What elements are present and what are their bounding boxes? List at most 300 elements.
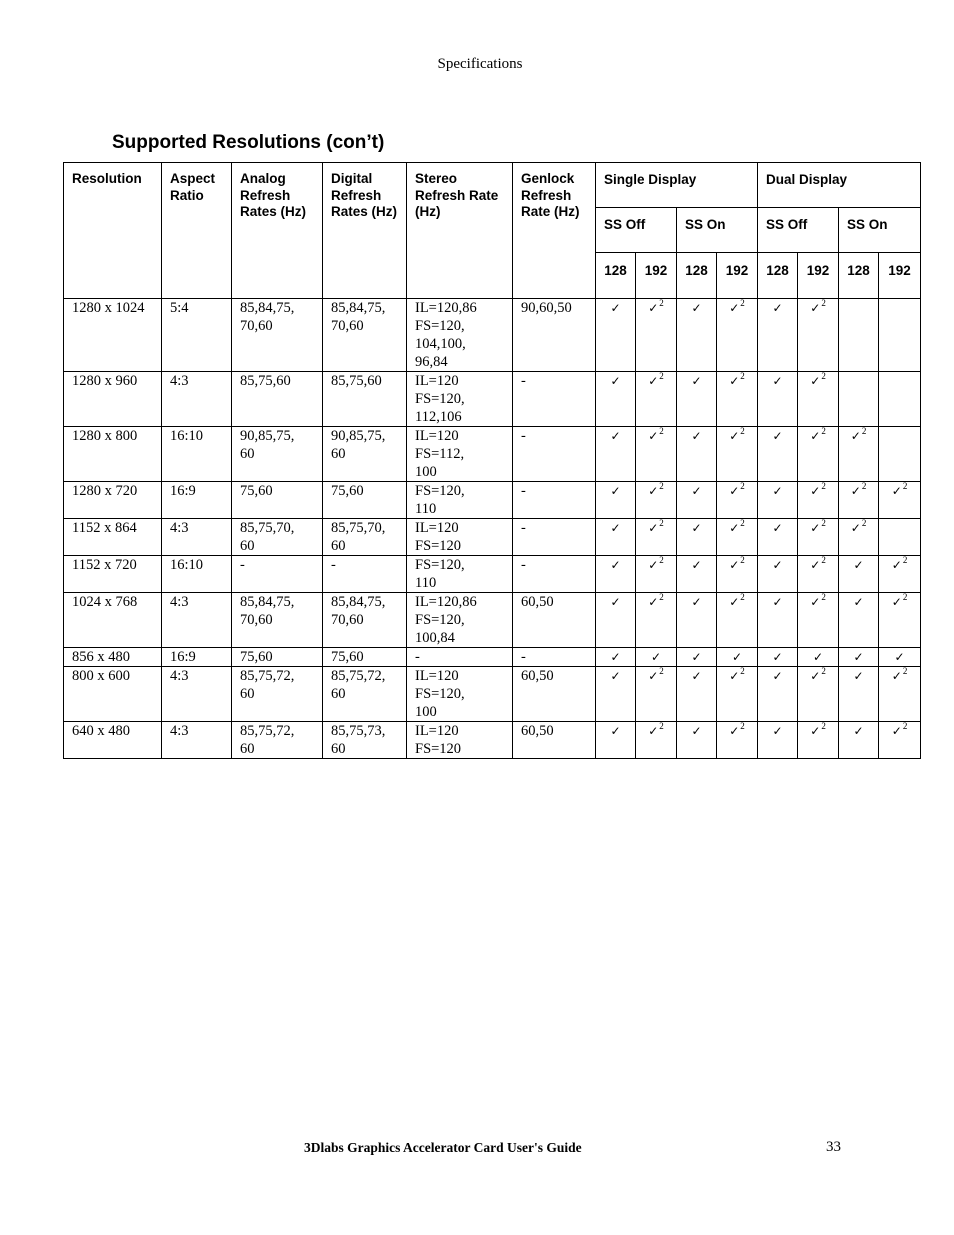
digital-refresh-cell: 85,75,60 (323, 372, 407, 427)
checkmark-footnote-icon (810, 372, 826, 390)
checkmark-glyph: ✓ (691, 429, 702, 443)
checkmark-footnote-icon (648, 722, 664, 740)
checkmark-glyph: ✓ (772, 301, 783, 315)
table-row (64, 593, 921, 648)
support-cell (596, 519, 636, 556)
depth-header: 192 (636, 253, 677, 299)
checkmark-glyph: ✓ (648, 429, 659, 443)
footnote-ref: 2 (740, 426, 745, 436)
support-cell (839, 593, 879, 648)
checkmark-glyph: ✓ (772, 724, 783, 738)
aspect-ratio-cell: 4:3 (162, 519, 232, 556)
checkmark-footnote-icon (851, 427, 867, 445)
support-cell (677, 722, 717, 759)
checkmark-glyph: ✓ (772, 595, 783, 609)
checkmark-icon (691, 482, 701, 500)
table-row (64, 722, 921, 759)
support-cell (879, 372, 921, 427)
checkmark-glyph: ✓ (729, 374, 740, 388)
resolution-cell: 1280 x 720 (64, 482, 162, 519)
aspect-ratio-cell: 16:9 (162, 482, 232, 519)
support-cell (879, 593, 921, 648)
checkmark-icon (854, 556, 864, 574)
stereo-refresh-cell: IL=120,86 FS=120, 100,84 (407, 593, 513, 648)
digital-refresh-cell: 85,75,73, 60 (323, 722, 407, 759)
footnote-ref: 2 (902, 481, 908, 491)
support-cell (758, 593, 798, 648)
checkmark-footnote-icon (810, 667, 826, 685)
footnote-ref: 2 (740, 481, 745, 491)
footnote-ref: 2 (821, 426, 826, 436)
footnote-ref: 2 (659, 721, 664, 731)
column-header-genlock-refresh: Genlock Refresh Rate (Hz) (513, 163, 596, 299)
checkmark-footnote-icon (810, 299, 826, 317)
checkmark-footnote-icon (810, 482, 826, 500)
checkmark-icon (691, 667, 701, 685)
support-cell (798, 299, 839, 372)
checkmark-footnote-icon (729, 593, 745, 611)
table-row (64, 427, 921, 482)
resolution-cell: 1280 x 800 (64, 427, 162, 482)
checkmark-glyph: ✓ (648, 595, 659, 609)
checkmark-footnote-icon (851, 482, 867, 500)
support-cell (839, 667, 879, 722)
checkmark-icon (691, 722, 701, 740)
support-cell (636, 556, 677, 593)
support-cell (636, 667, 677, 722)
checkmark-glyph: ✓ (648, 484, 659, 498)
analog-refresh-cell: 75,60 (232, 482, 323, 519)
resolution-cell: 1280 x 1024 (64, 299, 162, 372)
footnote-ref: 2 (740, 592, 745, 602)
checkmark-footnote-icon (892, 667, 908, 685)
table-row (64, 519, 921, 556)
checkmark-glyph: ✓ (772, 429, 783, 443)
genlock-refresh-cell: - (513, 648, 596, 667)
genlock-refresh-cell: - (513, 482, 596, 519)
checkmark-icon (691, 556, 701, 574)
support-cell (798, 648, 839, 667)
genlock-refresh-cell: - (513, 372, 596, 427)
support-cell (798, 519, 839, 556)
footnote-ref: 2 (821, 666, 826, 676)
checkmark-icon (610, 593, 620, 611)
subgroup-header-single-ss-on: SS On (677, 208, 758, 253)
checkmark-glyph: ✓ (729, 521, 740, 535)
checkmark-icon (773, 722, 783, 740)
checkmark-icon (773, 372, 783, 390)
support-cell (596, 667, 636, 722)
checkmark-footnote-icon (729, 482, 745, 500)
checkmark-glyph: ✓ (610, 595, 621, 609)
support-cell (798, 556, 839, 593)
checkmark-icon (691, 648, 701, 666)
checkmark-glyph: ✓ (810, 301, 821, 315)
support-cell (677, 482, 717, 519)
aspect-ratio-cell: 4:3 (162, 667, 232, 722)
aspect-ratio-cell: 16:10 (162, 427, 232, 482)
resolution-cell: 1152 x 720 (64, 556, 162, 593)
checkmark-footnote-icon (810, 593, 826, 611)
support-cell (677, 648, 717, 667)
checkmark-glyph: ✓ (648, 374, 659, 388)
column-header-aspect-ratio: Aspect Ratio (162, 163, 232, 299)
section-title: Supported Resolutions (con’t) (112, 132, 385, 153)
checkmark-glyph: ✓ (891, 595, 902, 609)
checkmark-footnote-icon (729, 299, 745, 317)
depth-header: 128 (839, 253, 879, 299)
support-cell (596, 648, 636, 667)
depth-header: 128 (596, 253, 636, 299)
footnote-ref: 2 (821, 481, 826, 491)
support-cell (839, 648, 879, 667)
resolution-cell: 856 x 480 (64, 648, 162, 667)
checkmark-footnote-icon (892, 593, 908, 611)
digital-refresh-cell: 85,75,72, 60 (323, 667, 407, 722)
checkmark-icon (691, 519, 701, 537)
support-cell (798, 427, 839, 482)
checkmark-glyph: ✓ (691, 650, 702, 664)
checkmark-glyph: ✓ (772, 374, 783, 388)
checkmark-footnote-icon (729, 427, 745, 445)
checkmark-glyph: ✓ (610, 669, 621, 683)
checkmark-glyph: ✓ (853, 650, 864, 664)
footnote-ref: 2 (821, 721, 826, 731)
checkmark-glyph: ✓ (648, 301, 659, 315)
checkmark-glyph: ✓ (610, 650, 621, 664)
footnote-ref: 2 (821, 518, 826, 528)
support-cell (839, 722, 879, 759)
support-cell (677, 556, 717, 593)
support-cell (596, 427, 636, 482)
depth-header: 192 (798, 253, 839, 299)
support-cell (717, 593, 758, 648)
support-cell (758, 667, 798, 722)
support-cell (717, 648, 758, 667)
support-cell (758, 556, 798, 593)
support-cell (677, 427, 717, 482)
checkmark-footnote-icon (648, 299, 664, 317)
checkmark-glyph: ✓ (853, 724, 864, 738)
footnote-ref: 2 (740, 721, 745, 731)
footnote-ref: 2 (740, 555, 745, 565)
table-body (64, 299, 921, 759)
depth-header: 128 (758, 253, 798, 299)
checkmark-icon (773, 519, 783, 537)
genlock-refresh-cell: 60,50 (513, 593, 596, 648)
checkmark-footnote-icon (810, 722, 826, 740)
checkmark-icon (651, 648, 661, 666)
support-cell (596, 556, 636, 593)
checkmark-footnote-icon (810, 519, 826, 537)
checkmark-glyph: ✓ (691, 724, 702, 738)
footnote-ref: 2 (902, 592, 908, 602)
footnote-ref: 2 (659, 481, 664, 491)
genlock-refresh-cell: - (513, 519, 596, 556)
checkmark-glyph: ✓ (810, 558, 821, 572)
checkmark-glyph: ✓ (810, 595, 821, 609)
support-cell (758, 427, 798, 482)
footnote-ref: 2 (861, 481, 867, 491)
support-cell (717, 482, 758, 519)
checkmark-icon (610, 482, 620, 500)
checkmark-footnote-icon (648, 427, 664, 445)
checkmark-icon (895, 648, 905, 666)
analog-refresh-cell: 90,85,75, 60 (232, 427, 323, 482)
checkmark-icon (610, 667, 620, 685)
table-header-row (64, 163, 921, 208)
checkmark-footnote-icon (851, 519, 867, 537)
checkmark-glyph: ✓ (610, 521, 621, 535)
footnote-ref: 2 (902, 721, 908, 731)
checkmark-glyph: ✓ (810, 724, 821, 738)
checkmark-glyph: ✓ (772, 650, 783, 664)
support-cell (677, 593, 717, 648)
checkmark-glyph: ✓ (729, 301, 740, 315)
support-cell (717, 299, 758, 372)
checkmark-icon (773, 667, 783, 685)
table-row (64, 372, 921, 427)
checkmark-footnote-icon (729, 372, 745, 390)
column-header-stereo-refresh: Stereo Refresh Rate (Hz) (407, 163, 513, 299)
checkmark-icon (773, 299, 783, 317)
resolution-cell: 1280 x 960 (64, 372, 162, 427)
checkmark-glyph: ✓ (813, 650, 824, 664)
support-cell (879, 722, 921, 759)
checkmark-glyph: ✓ (731, 650, 743, 664)
support-cell (758, 519, 798, 556)
support-cell (879, 427, 921, 482)
analog-refresh-cell: 85,75,72, 60 (232, 722, 323, 759)
stereo-refresh-cell: IL=120 FS=120, 112,106 (407, 372, 513, 427)
checkmark-glyph: ✓ (810, 521, 821, 535)
checkmark-icon (773, 427, 783, 445)
digital-refresh-cell: 75,60 (323, 648, 407, 667)
checkmark-icon (773, 593, 783, 611)
table-row (64, 648, 921, 667)
support-cell (839, 482, 879, 519)
support-cell (758, 372, 798, 427)
support-cell (596, 372, 636, 427)
stereo-refresh-cell: FS=120, 110 (407, 556, 513, 593)
genlock-refresh-cell: - (513, 427, 596, 482)
checkmark-icon (610, 722, 620, 740)
checkmark-glyph: ✓ (729, 484, 740, 498)
subgroup-header-dual-ss-on: SS On (839, 208, 921, 253)
checkmark-icon (610, 556, 620, 574)
stereo-refresh-cell: - (407, 648, 513, 667)
checkmark-glyph: ✓ (853, 558, 864, 572)
checkmark-glyph: ✓ (894, 650, 905, 664)
support-cell (636, 648, 677, 667)
genlock-refresh-cell: 60,50 (513, 722, 596, 759)
resolution-cell: 800 x 600 (64, 667, 162, 722)
support-cell (596, 299, 636, 372)
footnote-ref: 2 (902, 666, 908, 676)
support-cell (798, 593, 839, 648)
checkmark-footnote-icon (810, 556, 826, 574)
stereo-refresh-cell: IL=120 FS=120 (407, 519, 513, 556)
digital-refresh-cell: 75,60 (323, 482, 407, 519)
checkmark-footnote-icon (892, 556, 908, 574)
analog-refresh-cell: - (232, 556, 323, 593)
aspect-ratio-cell: 5:4 (162, 299, 232, 372)
digital-refresh-cell: - (323, 556, 407, 593)
checkmark-glyph: ✓ (648, 521, 659, 535)
checkmark-glyph: ✓ (772, 669, 783, 683)
support-cell (636, 593, 677, 648)
support-cell (879, 482, 921, 519)
checkmark-icon (732, 648, 742, 666)
checkmark-icon (610, 299, 620, 317)
aspect-ratio-cell: 4:3 (162, 593, 232, 648)
support-cell (677, 667, 717, 722)
checkmark-footnote-icon (729, 556, 745, 574)
column-header-analog-refresh: Analog Refresh Rates (Hz) (232, 163, 323, 299)
support-cell (879, 299, 921, 372)
footnote-ref: 2 (659, 426, 664, 436)
footnote-ref: 2 (659, 592, 664, 602)
footnote-ref: 2 (861, 518, 867, 528)
support-cell (677, 299, 717, 372)
digital-refresh-cell: 85,75,70, 60 (323, 519, 407, 556)
checkmark-footnote-icon (810, 427, 826, 445)
checkmark-glyph: ✓ (853, 669, 864, 683)
checkmark-glyph: ✓ (610, 301, 621, 315)
column-header-digital-refresh: Digital Refresh Rates (Hz) (323, 163, 407, 299)
support-cell (717, 667, 758, 722)
aspect-ratio-cell: 16:10 (162, 556, 232, 593)
checkmark-footnote-icon (648, 482, 664, 500)
support-cell (636, 427, 677, 482)
checkmark-icon (854, 667, 864, 685)
digital-refresh-cell: 85,84,75, 70,60 (323, 593, 407, 648)
stereo-refresh-cell: IL=120 FS=120 (407, 722, 513, 759)
analog-refresh-cell: 85,75,70, 60 (232, 519, 323, 556)
checkmark-glyph: ✓ (810, 484, 821, 498)
support-cell (879, 519, 921, 556)
checkmark-glyph: ✓ (850, 429, 861, 443)
checkmark-icon (773, 556, 783, 574)
resolution-cell: 640 x 480 (64, 722, 162, 759)
checkmark-icon (773, 482, 783, 500)
footnote-ref: 2 (861, 426, 867, 436)
support-cell (879, 667, 921, 722)
checkmark-footnote-icon (648, 593, 664, 611)
resolution-cell: 1152 x 864 (64, 519, 162, 556)
analog-refresh-cell: 85,84,75, 70,60 (232, 299, 323, 372)
support-cell (717, 372, 758, 427)
supported-resolutions-table (63, 162, 921, 759)
support-cell (717, 519, 758, 556)
checkmark-glyph: ✓ (772, 558, 783, 572)
analog-refresh-cell: 85,84,75, 70,60 (232, 593, 323, 648)
aspect-ratio-cell: 4:3 (162, 722, 232, 759)
footnote-ref: 2 (902, 555, 908, 565)
checkmark-icon (691, 299, 701, 317)
checkmark-glyph: ✓ (891, 558, 902, 572)
checkmark-glyph: ✓ (810, 429, 821, 443)
table-row (64, 299, 921, 372)
checkmark-icon (610, 648, 620, 666)
stereo-refresh-cell: FS=120, 110 (407, 482, 513, 519)
support-cell (717, 556, 758, 593)
group-header-single-display: Single Display (596, 163, 758, 208)
digital-refresh-cell: 90,85,75, 60 (323, 427, 407, 482)
support-cell (596, 482, 636, 519)
checkmark-glyph: ✓ (691, 595, 702, 609)
aspect-ratio-cell: 4:3 (162, 372, 232, 427)
footnote-ref: 2 (740, 666, 745, 676)
support-cell (596, 722, 636, 759)
checkmark-glyph: ✓ (891, 724, 902, 738)
checkmark-footnote-icon (729, 722, 745, 740)
checkmark-icon (813, 648, 823, 666)
checkmark-footnote-icon (648, 556, 664, 574)
aspect-ratio-cell: 16:9 (162, 648, 232, 667)
checkmark-icon (610, 519, 620, 537)
support-cell (798, 372, 839, 427)
digital-refresh-cell: 85,84,75, 70,60 (323, 299, 407, 372)
analog-refresh-cell: 85,75,72, 60 (232, 667, 323, 722)
support-cell (798, 482, 839, 519)
footnote-ref: 2 (659, 666, 664, 676)
checkmark-glyph: ✓ (610, 374, 621, 388)
footnote-ref: 2 (821, 298, 826, 308)
support-cell (636, 722, 677, 759)
checkmark-glyph: ✓ (691, 558, 702, 572)
stereo-refresh-cell: IL=120 FS=120, 100 (407, 667, 513, 722)
column-header-resolution: Resolution (64, 163, 162, 299)
checkmark-glyph: ✓ (691, 484, 702, 498)
support-cell (636, 299, 677, 372)
footnote-ref: 2 (659, 555, 664, 565)
depth-header: 192 (717, 253, 758, 299)
support-cell (596, 593, 636, 648)
support-cell (758, 648, 798, 667)
support-cell (636, 482, 677, 519)
support-cell (677, 372, 717, 427)
checkmark-glyph: ✓ (729, 595, 740, 609)
checkmark-glyph: ✓ (729, 558, 740, 572)
support-cell (839, 556, 879, 593)
genlock-refresh-cell: 90,60,50 (513, 299, 596, 372)
footer-title: 3Dlabs Graphics Accelerator Card User's Guide (304, 1140, 582, 1155)
checkmark-footnote-icon (648, 667, 664, 685)
footnote-ref: 2 (659, 518, 664, 528)
checkmark-glyph: ✓ (772, 484, 783, 498)
checkmark-footnote-icon (892, 722, 908, 740)
checkmark-icon (854, 722, 864, 740)
resolution-cell: 1024 x 768 (64, 593, 162, 648)
checkmark-glyph: ✓ (691, 374, 702, 388)
stereo-refresh-cell: IL=120,86 FS=120, 104,100, 96,84 (407, 299, 513, 372)
checkmark-glyph: ✓ (691, 669, 702, 683)
table-row (64, 482, 921, 519)
depth-header: 192 (879, 253, 921, 299)
genlock-refresh-cell: 60,50 (513, 667, 596, 722)
checkmark-glyph: ✓ (850, 484, 861, 498)
checkmark-icon (773, 648, 783, 666)
checkmark-footnote-icon (648, 519, 664, 537)
support-cell (717, 427, 758, 482)
checkmark-glyph: ✓ (691, 521, 702, 535)
support-cell (798, 722, 839, 759)
analog-refresh-cell: 85,75,60 (232, 372, 323, 427)
page-number: 33 (826, 1139, 841, 1155)
depth-header: 128 (677, 253, 717, 299)
checkmark-glyph: ✓ (891, 484, 902, 498)
